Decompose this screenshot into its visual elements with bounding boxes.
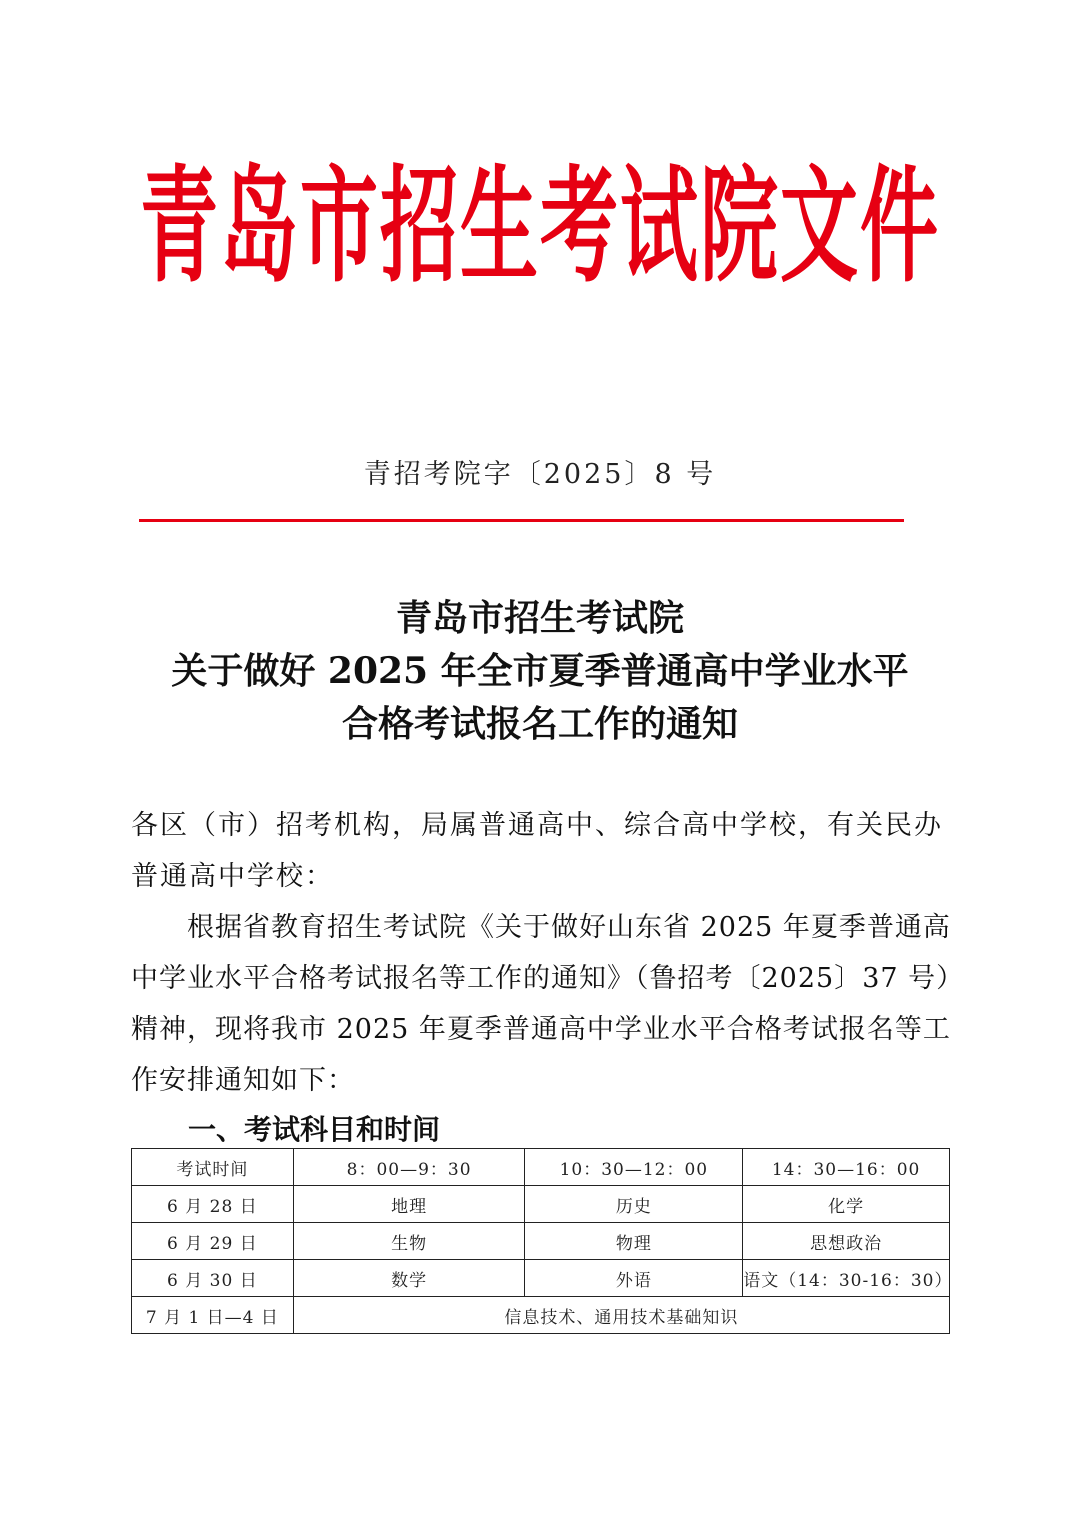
table-cell-date: 6 月 29 日 — [132, 1223, 294, 1260]
title-line-1: 青岛市招生考试院 — [395, 597, 684, 639]
table-cell: 思想政治 — [743, 1223, 950, 1260]
table-row — [132, 1260, 950, 1297]
salutation: 各区（市）招考机构，局属普通高中、综合高中学校，有关民办普通高中学校： — [131, 810, 943, 892]
section-heading-exam-subjects: 一、考试科目和时间 — [188, 1113, 441, 1146]
table-row — [132, 1223, 950, 1260]
red-divider-line — [139, 519, 904, 522]
table-cell: 化学 — [743, 1186, 950, 1223]
exam-schedule-table — [131, 1148, 953, 1334]
table-cell: 物理 — [525, 1223, 743, 1260]
table-cell-date: 6 月 28 日 — [132, 1186, 294, 1223]
table-cell: 数学 — [293, 1260, 525, 1297]
table-cell: 语文（14：30-16：30） — [743, 1260, 950, 1297]
table-row — [132, 1186, 950, 1223]
table-header-cell: 考试时间 — [132, 1149, 294, 1186]
document-number: 青招考院字〔2025〕8 号 — [363, 459, 717, 490]
table-cell-date: 7 月 1 日—4 日 — [132, 1297, 294, 1334]
table-header-cell: 14：30—16：00 — [743, 1149, 950, 1186]
document-title — [0, 592, 1080, 751]
table-cell: 历史 — [525, 1186, 743, 1223]
table-cell-date: 6 月 30 日 — [132, 1260, 294, 1297]
table-header-cell: 10：30—12：00 — [525, 1149, 743, 1186]
table-cell-merged: 信息技术、通用技术基础知识 — [293, 1297, 949, 1334]
table-cell: 生物 — [293, 1223, 525, 1260]
table-header-cell: 8：00—9：30 — [293, 1149, 525, 1186]
table-header-row — [132, 1149, 950, 1186]
document-body — [131, 800, 951, 1106]
issuer-banner-text: 青岛市招生考试院文件 — [139, 154, 940, 300]
table-cell: 外语 — [525, 1260, 743, 1297]
table-row — [132, 1297, 950, 1334]
title-line-3: 合格考试报名工作的通知 — [341, 703, 738, 745]
issuer-banner — [0, 148, 1080, 308]
table-cell: 地理 — [293, 1186, 525, 1223]
paragraph-intro: 根据省教育招生考试院《关于做好山东省 2025 年夏季普通高中学业水平合格考试报名等工作的通知》（鲁招考〔2025〕37 号）精神，现将我市 2025 年夏季普通高中学业水平合格考试报名等工作安排通知如下： — [131, 912, 951, 1096]
title-line-2: 关于做好 2025 年全市夏季普通高中学业水平 — [171, 650, 909, 692]
